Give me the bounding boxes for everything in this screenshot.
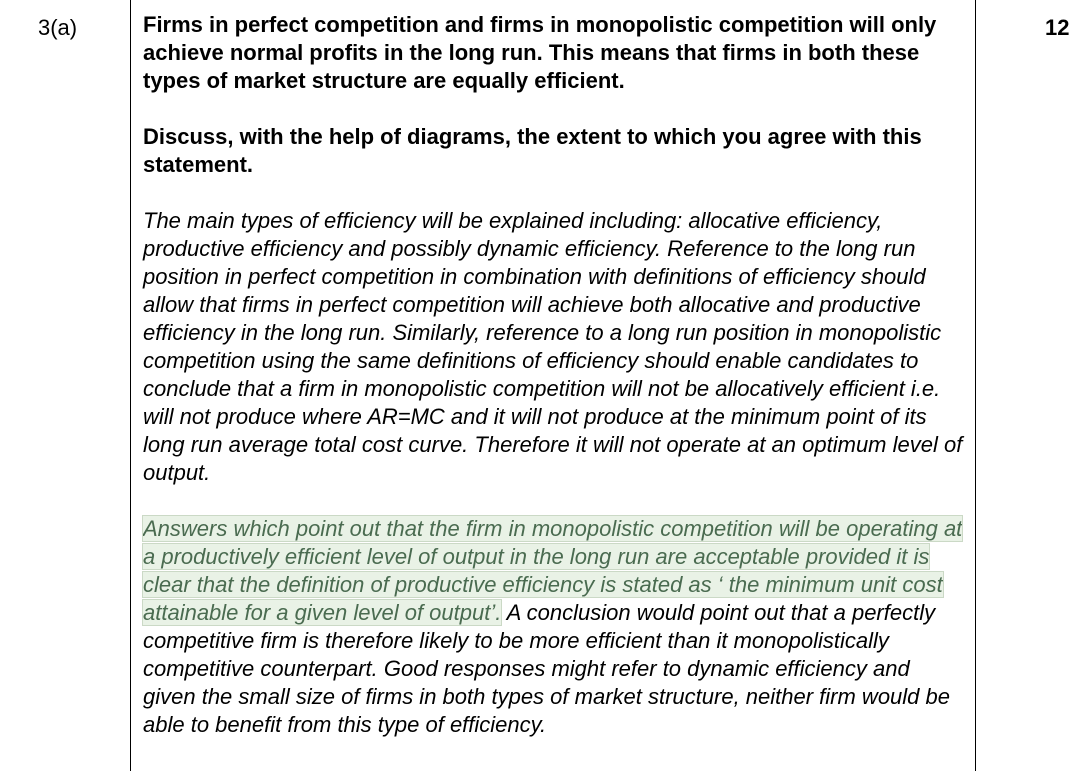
question-cell xyxy=(143,11,968,739)
table-divider-right xyxy=(975,0,976,771)
question-statement: Firms in perfect competition and firms in monopolistic competition will only achieve normal profits in the long run. This means that firms in both these types of market structure are equally efficient. xyxy=(143,12,937,93)
highlighted-text[interactable]: Answers which point out that the firm in monopolistic competition will be operating at a productively efficient level of output in the long run are acceptable provided it is clear that the definition of productive efficiency is stated as ‘ the minimum unit cost attainable for a given level of output’. xyxy=(143,516,963,625)
question-marks: 12 xyxy=(1045,15,1070,40)
table-divider-left xyxy=(130,0,131,771)
mark-scheme-paragraph-2 xyxy=(143,515,968,739)
question-number: 3(a) xyxy=(38,15,78,40)
mark-scheme-paragraph-1: The main types of efficiency will be explained including: allocative efficiency, productive efficiency and possibly dynamic efficiency. Reference to the long run position in perfect competition in combination with definitions of efficiency should allow that firms in perfect competition will achieve both allocative and productive efficiency in the long run. Similarly, reference to a long run position in monopolistic competition using the same definitions of efficiency should enable candidates to conclude that a firm in monopolistic competition will not be allocatively efficient i.e. will not produce where AR=MC and it will not produce at the minimum point of its long run average total cost curve. Therefore it will not operate at an optimum level of output. xyxy=(143,208,963,485)
question-instruction: Discuss, with the help of diagrams, the extent to which you agree with this statement. xyxy=(143,124,922,177)
paragraph-2-continuation: A conclusion would point out that a perfectly competitive firm is therefore likely to be more efficient than it monopolistically competitive counterpart. Good responses might refer to dynamic efficiency and given the small size of firms in both types of market structure, neither firm would be able to benefit from this type of efficiency. xyxy=(143,600,950,737)
